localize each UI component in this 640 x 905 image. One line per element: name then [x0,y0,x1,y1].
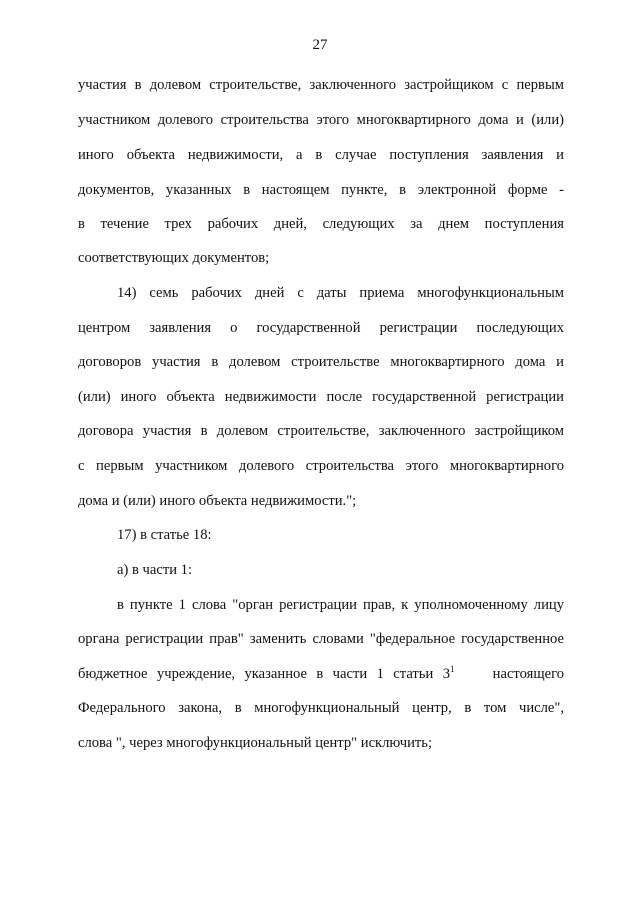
text-line: органа регистрации прав" заменить словами "федеральное государственное [78,631,564,647]
text-line: в пункте 1 слова "орган регистрации прав, к уполномоченному лицу [117,597,564,613]
page-number: 27 [312,37,328,53]
superscript: 1 [450,664,455,674]
text-line: с первым участником долевого строительства этого многоквартирного [78,458,564,474]
text-line: документов, указанных в настоящем пункте, в электронной форме - [78,182,564,198]
text-line: договоров участия в долевом строительстве многоквартирного дома и [78,354,564,370]
text-line: в течение трех рабочих дней, следующих за днем поступления [78,216,564,232]
text-line: (или) иного объекта недвижимости после государственной регистрации [78,389,564,405]
text-line: соответствующих документов; [78,250,270,266]
text-line-segment: бюджетное учреждение, указанное в части 1 статьи 3 [78,666,450,682]
text-line-with-superscript [78,664,564,684]
text-line: дома и (или) иного объекта недвижимости."; [78,493,357,509]
text-line: участником долевого строительства этого многоквартирного дома и (или) [78,112,564,128]
text-line: центром заявления о государственной регистрации последующих [78,320,564,336]
text-line: Федерального закона, в многофункциональный центр, в том числе", [78,700,564,716]
subitem-a-heading: а) в части 1: [117,562,193,578]
text-line-segment: настоящего [492,666,564,682]
text-line: иного объекта недвижимости, а в случае поступления заявления и [78,147,564,163]
text-line: 14) семь рабочих дней с даты приема многофункциональным [117,285,564,301]
item-17-heading: 17) в статье 18: [117,527,212,543]
text-line: участия в долевом строительстве, заключенного застройщиком с первым [78,77,564,93]
text-line: слова ", через многофункциональный центр" исключить; [78,735,433,751]
text-line: договора участия в долевом строительстве, заключенного застройщиком [78,423,564,439]
